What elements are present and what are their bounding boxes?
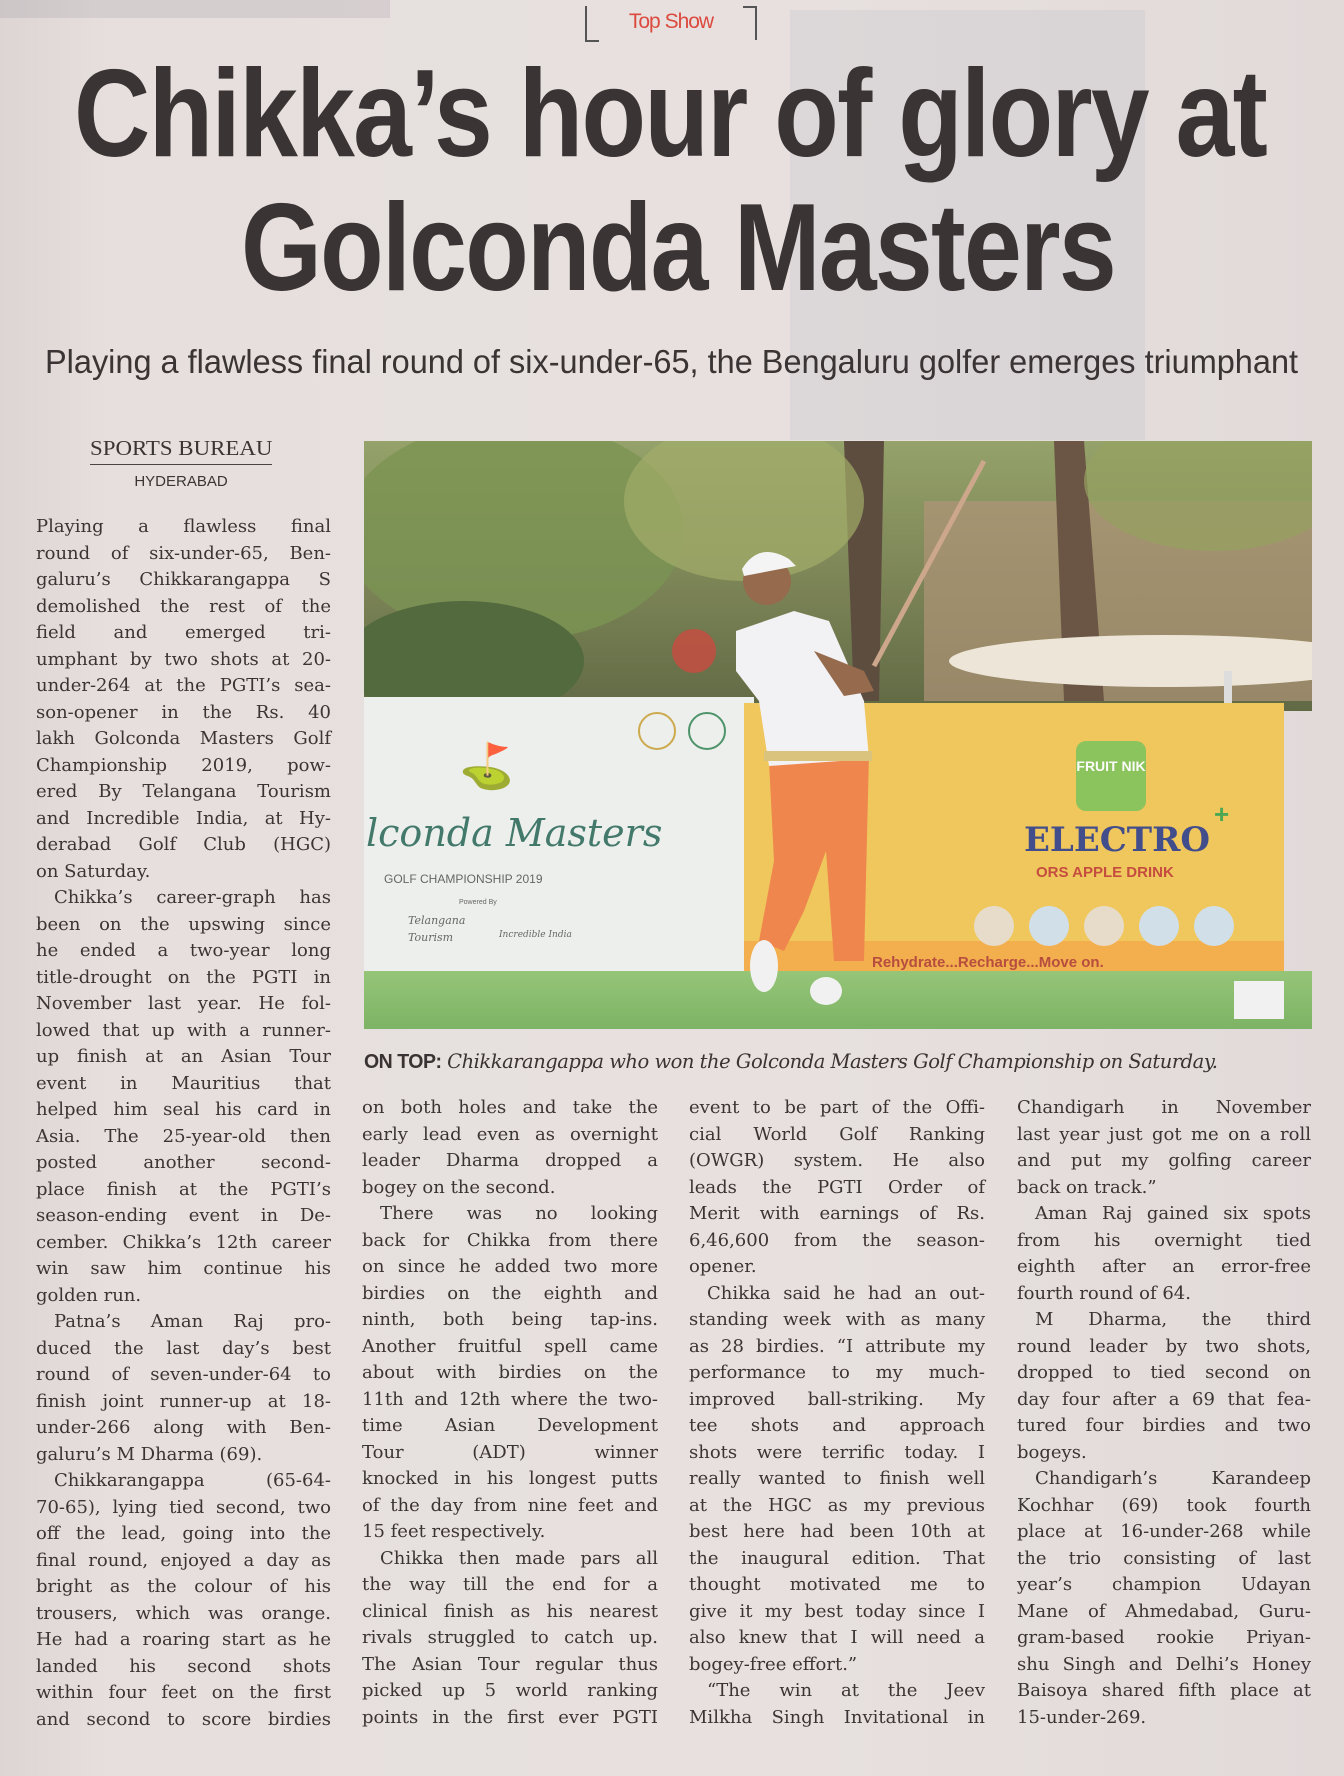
article-text-line: trousers, which was orange. (36, 1602, 331, 1624)
dateline: HYDERABAD (134, 473, 228, 490)
article-text-line: lakh Golconda Masters Golf (36, 728, 331, 749)
subheadline: Playing a flawless final round of six-under-65, the Bengaluru golfer emerges triumphant (45, 343, 1299, 380)
article-text-line: round of six-under-65, Ben- (36, 542, 331, 564)
article-text-line: dropped to tied second on (1017, 1362, 1311, 1383)
article-text-line: He had a roaring start as he (36, 1629, 331, 1650)
headline-line-1: Chikka’s hour of glory at (74, 45, 1267, 183)
article-text-line: bright as the colour of his (36, 1576, 331, 1597)
article-text-line: on since he added two more (362, 1256, 658, 1277)
article-text-line: leads the PGTI Order of (689, 1176, 985, 1198)
article-text-line: Milkha Singh Invitational in (689, 1706, 985, 1728)
article-text-line: round leader by two shots, (1017, 1335, 1311, 1357)
article-text-line: on Saturday. (36, 860, 151, 882)
article-text-line: from his overnight tied (1017, 1229, 1311, 1251)
article-text-line: event to be part of the Offi- (689, 1097, 985, 1118)
article-text-line: 11th and 12th where the two- (362, 1388, 658, 1410)
headline-line-2: Golconda Masters (241, 179, 1115, 317)
article-text-line: improved ball-striking. My (689, 1388, 985, 1410)
article-text-line: Tour (ADT) winner (362, 1441, 658, 1463)
article-text-line: Chandigarh’s Karandeep (1035, 1468, 1311, 1489)
article-text-line: 6,46,600 from the season- (689, 1229, 985, 1251)
article-text-line: Patna’s Aman Raj pro- (54, 1311, 331, 1332)
article-text-line: ninth, both being tap-ins. (362, 1309, 658, 1330)
banner-tagline: ORS APPLE DRINK (1036, 864, 1174, 881)
article-text-line: and second to score birdies (36, 1708, 331, 1730)
article-text-line: leader Dharma dropped a (362, 1150, 658, 1171)
banner-title: lconda Masters (366, 811, 663, 855)
article-text-line: helped him seal his card in (36, 1099, 331, 1120)
article-text-line: bogey on the second. (362, 1176, 556, 1198)
article-text-line: derabad Golf Club (HGC) (36, 834, 331, 855)
article-text-line: Chikka then made pars all (380, 1547, 658, 1569)
caption-label: ON TOP: (364, 1051, 442, 1073)
article-text-line: duced the last day’s best (36, 1337, 331, 1359)
article-text-line: season-ending event in De- (36, 1205, 331, 1226)
article-text-line: back for Chikka from there (362, 1229, 658, 1251)
article-text-line: at the HGC as my previous (689, 1494, 985, 1516)
article-text-line: Aman Raj gained six spots (1035, 1203, 1311, 1224)
article-text-line: Mane of Ahmedabad, Guru- (1017, 1600, 1311, 1622)
article-text-line: thought motivated me to (689, 1574, 985, 1595)
article-text-line: Asia. The 25-year-old then (36, 1125, 331, 1147)
page-edge-strip (0, 0, 390, 18)
article-text-line: place at 16-under-268 while (1017, 1521, 1311, 1542)
article-column-2 (362, 1095, 658, 1731)
article-text-line: he ended a two-year long (36, 940, 331, 961)
article-photo (364, 441, 1312, 1029)
plus-icon: + (1214, 799, 1230, 829)
article-text-line: demolished the rest of the (36, 595, 331, 617)
article-text-line: field and emerged tri- (36, 622, 331, 643)
article-text-line: cember. Chikka’s 12th career (36, 1231, 331, 1253)
article-column-3 (689, 1095, 985, 1731)
article-text-line: umphant by two shots at 20- (36, 648, 331, 670)
banner-sponsor1a: Telangana (408, 914, 466, 927)
article-text-line: landed his second shots (36, 1655, 331, 1677)
article-text-line: the inaugural edition. That (689, 1547, 985, 1569)
article-text-line: Chikkarangappa (65-64- (54, 1470, 331, 1491)
banner-brand: FRUIT NIK (1076, 758, 1146, 774)
article-text-line: early lead even as overnight (362, 1123, 658, 1145)
article-text-line: of the day from nine feet and (362, 1494, 658, 1516)
article-text-line: time Asian Development (362, 1415, 658, 1436)
article-text-line: and put my golfing career (1017, 1150, 1311, 1171)
article-text-line: clinical finish as his nearest (362, 1600, 658, 1622)
banner-subtitle: GOLF CHAMPIONSHIP 2019 (384, 872, 543, 886)
article-text-line: also knew that I will need a (689, 1627, 985, 1648)
article-text-line: been on the upswing since (36, 913, 331, 935)
article-text-line: within four feet on the first (36, 1682, 331, 1703)
article-text-line: lowed that up with a runner- (36, 1019, 331, 1041)
article-column-1 (36, 514, 331, 1733)
article-column-4 (1017, 1095, 1311, 1731)
article-text-line: on both holes and take the (362, 1097, 658, 1118)
article-text-line: as 28 birdies. “I attribute my (689, 1335, 985, 1357)
photo-caption (364, 1049, 1217, 1074)
article-text-line: year’s champion Udayan (1017, 1574, 1311, 1595)
article-text-line: day four after a 69 that fea- (1017, 1388, 1311, 1410)
article-text-line: Chandigarh in November (1017, 1097, 1311, 1118)
article-text-line: fourth round of 64. (1017, 1282, 1191, 1304)
article-text-line: rivals struggled to catch up. (362, 1627, 658, 1648)
byline: SPORTS BUREAU (90, 436, 273, 460)
article-text-line: The Asian Tour regular thus (362, 1653, 658, 1675)
article-text-line: Playing a flawless final (36, 516, 331, 537)
article-text-line: the trio consisting of last (1017, 1547, 1311, 1569)
article-text-line: tured four birdies and two (1017, 1415, 1311, 1436)
article-text-line: posted another second- (36, 1152, 331, 1173)
article-text-line: give it my best today since I (689, 1600, 985, 1622)
banner-footer: Rehydrate...Recharge...Move on. (872, 954, 1104, 971)
article-text-line: win saw him continue his (36, 1258, 331, 1279)
article-text-line: knocked in his longest putts (362, 1468, 658, 1489)
article-text-line: shots were terrific today. I (689, 1441, 985, 1463)
article-text-line: November last year. He fol- (36, 993, 331, 1014)
article-text-line: cial World Golf Ranking (689, 1123, 985, 1145)
article-text-line: Chikka’s career-graph has (54, 887, 331, 908)
article-text-line: finish joint runner-up at 18- (36, 1390, 331, 1412)
article-text-line: title-drought on the PGTI in (36, 966, 331, 988)
article-text-line: event in Mauritius that (36, 1072, 331, 1094)
article-text-line: and Incredible India, at Hy- (36, 807, 331, 829)
article-text-line: last year just got me on a roll (1017, 1123, 1311, 1145)
article-text-line: 70-65), lying tied second, two (36, 1496, 331, 1518)
section-tag-label: Top Show (628, 10, 714, 33)
banner-sponsor1b: Tourism (408, 931, 454, 944)
article-text-line: back on track.” (1017, 1176, 1157, 1198)
article-text-line: opener. (689, 1256, 757, 1277)
article-text-line: shu Singh and Delhi’s Honey (1017, 1653, 1311, 1675)
article-text-line: Another fruitful spell came (362, 1335, 658, 1357)
article-text-line: (OWGR) system. He also (689, 1150, 985, 1171)
article-text-line: galuru’s M Dharma (69). (36, 1443, 263, 1465)
article-text-line: performance to my much- (689, 1362, 985, 1383)
section-tag (585, 6, 757, 40)
article-text-line: galuru’s Chikkarangappa S (36, 569, 331, 590)
article-text-line: final round, enjoyed a day as (36, 1549, 331, 1571)
article-text-line: round of seven-under-64 to (36, 1364, 331, 1385)
article-text-line: under-266 along with Ben- (36, 1417, 331, 1438)
article-text-line: under-264 at the PGTI’s sea- (36, 675, 331, 696)
banner-sponsor2: Incredible India (499, 930, 572, 940)
article-text-line: 15 feet respectively. (362, 1521, 546, 1542)
article-text-line: Merit with earnings of Rs. (689, 1203, 985, 1224)
article-text-line: best here had been 10th at (689, 1521, 985, 1542)
article-text-line: really wanted to finish well (689, 1468, 985, 1489)
article-text-line: bogeys. (1017, 1441, 1087, 1463)
article-text-line: eighth after an error-free (1017, 1256, 1311, 1277)
banner-powered: Powered By (459, 899, 497, 906)
article-text-line: standing week with as many (689, 1309, 985, 1330)
article-text-line: about with birdies on the (362, 1362, 658, 1383)
golfer-logo: ⛳ (459, 741, 514, 792)
article-text-line: golden run. (36, 1284, 142, 1306)
article-text-line: 15-under-269. (1017, 1706, 1147, 1728)
article-text-line: There was no looking (380, 1203, 658, 1224)
article-text-line: the way till the end for a (362, 1574, 658, 1595)
article-text-line: M Dharma, the third (1035, 1309, 1311, 1330)
article-text-line: up finish at an Asian Tour (36, 1046, 331, 1067)
article-text-line: bogey-free effort.” (689, 1653, 858, 1675)
article-text-line: Championship 2019, pow- (36, 754, 331, 776)
article-text-line: Kochhar (69) took fourth (1017, 1494, 1311, 1516)
article-text-line: son-opener in the Rs. 40 (36, 701, 331, 723)
byline-divider (90, 464, 272, 465)
article-text-line: points in the first ever PGTI (362, 1706, 658, 1728)
article-text-line: picked up 5 world ranking (362, 1680, 658, 1701)
caption-text: Chikkarangappa who won the Golconda Masters Golf Championship on Saturday. (441, 1049, 1218, 1073)
article-text-line: birdies on the eighth and (362, 1282, 658, 1304)
article-text-line: Baisoya shared fifth place at (1017, 1680, 1311, 1701)
article-text-line: “The win at the Jeev (707, 1680, 985, 1701)
article-text-line: off the lead, going into the (36, 1523, 331, 1544)
article-text-line: gram-based rookie Priyan- (1017, 1627, 1311, 1648)
banner-product: ELECTRO (1024, 820, 1210, 860)
article-text-line: ered By Telangana Tourism (36, 781, 331, 802)
article-text-line: tee shots and approach (689, 1415, 985, 1436)
article-text-line: place finish at the PGTI’s (36, 1178, 331, 1200)
article-text-line: Chikka said he had an out- (707, 1282, 985, 1304)
